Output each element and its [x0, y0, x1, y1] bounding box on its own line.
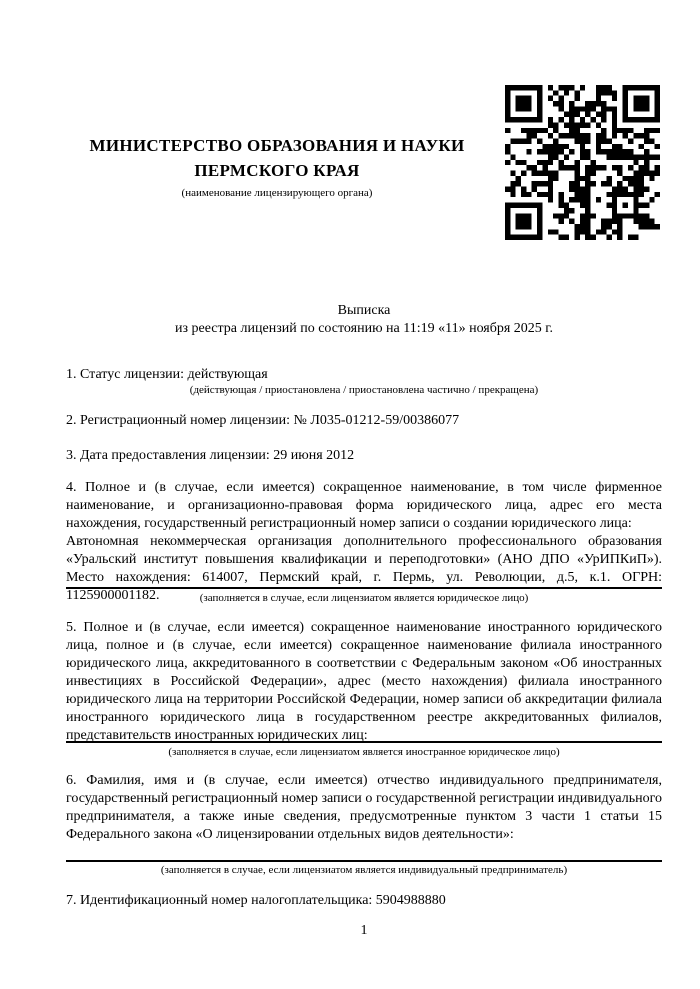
- item-4-label: 4. Полное и (в случае, если имеется) сокращенное наименование, в том числе фирменное наименование, и организационно-правовая форма юридического лица, адрес его места нахождения, государственный регистрационный номер записи о создании юридического лица:: [66, 480, 662, 531]
- item-5-note: (заполняется в случае, если лицензиатом является иностранное юридическое лицо): [168, 746, 560, 758]
- qr-code-icon: [505, 85, 660, 240]
- item-1-license-status: 1. Статус лицензии: действующая: [66, 367, 268, 382]
- item-6-note: (заполняется в случае, если лицензиатом является индивидуальный предприниматель): [160, 864, 568, 876]
- ministry-name-line2: ПЕРМСКОГО КРАЯ: [194, 161, 360, 180]
- item-6-entrepreneur: 6. Фамилия, имя и (в случае, если имеется) отчество индивидуального предпринимателя, государственный регистрационный номер записи о государственной регистрации индивидуального предпринимателя, а также иные сведения, предусмотренные пунктом 3 части 1 статьи 15 Федерального закона «О лицензировании отдельных видов деятельности»:: [66, 773, 662, 842]
- item-6-fill-line: [66, 860, 662, 862]
- ministry-name-line1: МИНИСТЕРСТВО ОБРАЗОВАНИЯ И НАУКИ: [89, 136, 465, 155]
- item-4-value: Автономная некоммерческая организация дополнительного профессионального образования «Уральский институт повышения квалификации и переподготовки» (АНО ДПО «УрИПКиП»). Место нахождения: 614007, Пермский край, г. Пермь, ул. Революции, д.5, к.1. ОГРН: 1125900001182.: [66, 534, 662, 603]
- authority-caption: (наименование лицензирующего органа): [181, 187, 373, 199]
- item-1-note: (действующая / приостановлена / приостановлена частично / прекращена): [189, 384, 539, 396]
- issuing-authority-header: [40, 133, 514, 200]
- item-7-taxpayer-id: 7. Идентификационный номер налогоплательщика: 5904988880: [66, 893, 446, 908]
- item-4-note: (заполняется в случае, если лицензиатом является юридическое лицо): [199, 592, 529, 604]
- document-title: [66, 302, 662, 338]
- document-title-line1: Выписка: [337, 303, 391, 318]
- item-5-foreign-entity: 5. Полное и (в случае, если имеется) сокращенное наименование иностранного юридического лица, полное и (в случае, если имеется) сокращенное наименование филиала иностранного юридического лица, аккредитованного в соответствии с Федеральным законом «Об иностранных инвестициях в Российской Федерации», адрес (место нахождения) филиала иностранного юридического лица на территории Российской Федерации, номер записи об аккредитации филиала иностранного юридического лица в государственном реестре аккредитованных филиалов, представительств иностранных юридических лиц:: [66, 620, 662, 743]
- item-4-fill-line: [66, 587, 662, 589]
- page-number: 1: [360, 923, 368, 938]
- item-2-registration-number: 2. Регистрационный номер лицензии: № Л035-01212-59/00386077: [66, 413, 460, 428]
- document-title-line2: из реестра лицензий по состоянию на 11:19 «11» ноября 2025 г.: [175, 321, 553, 336]
- item-3-license-grant-date: 3. Дата предоставления лицензии: 29 июня 2012: [66, 448, 355, 463]
- item-5-fill-line: [66, 741, 662, 743]
